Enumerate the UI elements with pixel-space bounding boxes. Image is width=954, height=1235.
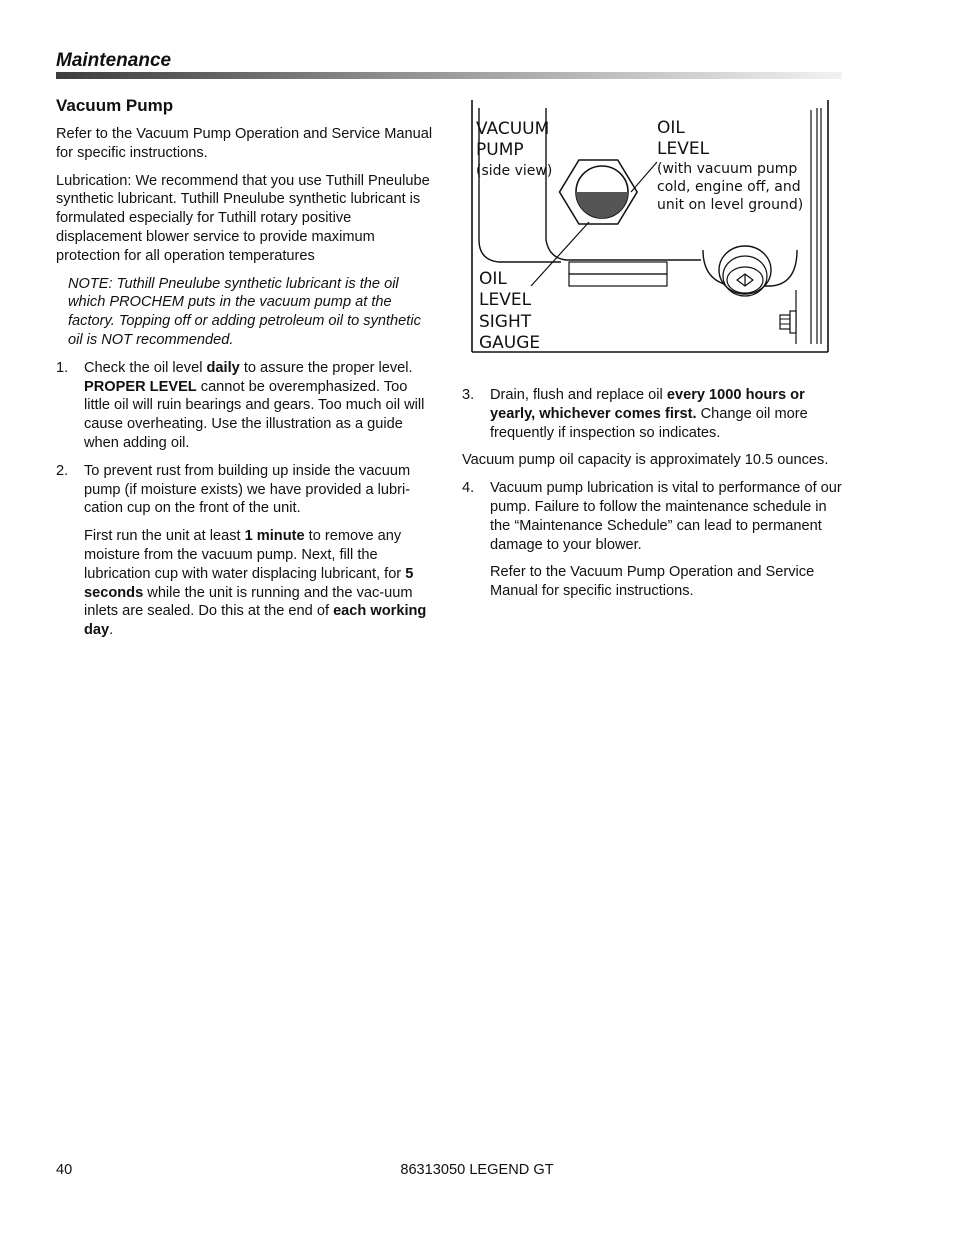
figure-label: LEVEL xyxy=(479,290,532,310)
list-item-1 xyxy=(56,359,436,453)
item-bold: 1 minute xyxy=(244,528,305,545)
page-number: 40 xyxy=(56,1162,73,1178)
item-text: while the unit is running and the vac-uum inlets are sealed. Do this at the end of xyxy=(84,584,413,620)
item-bold: every 1000 hours or yearly, whichever comes first. xyxy=(490,387,805,422)
drain-bolt xyxy=(780,315,790,329)
item-bold: daily xyxy=(206,359,240,376)
item-bold: 5 seconds xyxy=(84,565,414,601)
gauge-leader-line xyxy=(531,222,589,286)
lubrication-paragraph: Lubrication: We recommend that you use Tuthill Pneulube synthetic lubricant. Tuthill Pneulube synthetic lubricant is formulated especially for Tuthill rotary positive displacement blower service to provide maximum protection for all operation temperatures xyxy=(56,172,430,264)
vacuum-pump-illustration xyxy=(471,100,829,353)
base-plate xyxy=(569,274,667,286)
item-number: 2. xyxy=(56,462,69,479)
figure-label: (side view) xyxy=(476,163,553,179)
item-number: 4. xyxy=(462,480,475,497)
base-plate xyxy=(569,262,667,274)
item-text: Change oil more frequently if inspection so indicates. xyxy=(490,405,808,441)
list-item-3 xyxy=(462,386,844,442)
figure-label: SIGHT xyxy=(479,312,532,332)
left-column xyxy=(56,96,436,649)
note-paragraph: NOTE: Tuthill Pneulube synthetic lubricant is the oil which PROCHEM puts in the vacuum pump at the factory. Topping off or adding petroleum oil to synthetic oil is NOT recommended. xyxy=(68,275,421,348)
item-text: . xyxy=(109,622,114,639)
item-4-continuation: Refer to the Vacuum Pump Operation and Service Manual for specific instructions. xyxy=(490,564,815,600)
figure-label: unit on level ground) xyxy=(657,197,804,213)
item-text: First run the unit at least xyxy=(84,528,245,545)
item-number: 1. xyxy=(56,359,69,376)
right-column xyxy=(462,386,844,610)
figure-label: PUMP xyxy=(476,140,524,160)
figure-label: (with vacuum pump xyxy=(657,161,798,177)
figure-label: OIL xyxy=(479,269,507,289)
item-2-continuation xyxy=(56,527,436,640)
page-heading: Vacuum Pump xyxy=(56,96,174,115)
list-item-4 xyxy=(462,479,844,554)
item-bold: each working day xyxy=(84,603,427,639)
document-id: 86313050 LEGEND GT xyxy=(400,1162,554,1178)
item-text: To prevent rust from building up inside the vacuum pump (if moisture exists) we have provided a lubri-cation cup on the front of the unit. xyxy=(84,462,411,517)
level-leader-line xyxy=(631,162,657,192)
capacity-paragraph: Vacuum pump oil capacity is approximately 10.5 ounces. xyxy=(462,452,829,469)
intro-paragraph: Refer to the Vacuum Pump Operation and Service Manual for specific instructions. xyxy=(56,126,433,161)
item-number: 3. xyxy=(462,387,475,403)
figure-label: LEVEL xyxy=(657,139,710,159)
drain-bolt-head xyxy=(790,311,796,333)
item-text: to remove any moisture from the vacuum pump. Next, fill the lubrication cup with water displacing lubricant, for xyxy=(84,528,406,582)
item-text: cannot be overemphasized. Too little oil will ruin bearings and gears. Too much oil will cause overheating. Use the illustration as a guide when adding oil. xyxy=(84,378,425,451)
figure-label: VACUUM xyxy=(476,119,550,139)
section-title: Maintenance xyxy=(56,50,172,71)
item-text: Vacuum pump lubrication is vital to performance of our pump. Failure to follow the maintenance schedule in the “Maintenance Schedule” can lead to permanent damage to your blower. xyxy=(490,480,842,553)
figure-label: OIL xyxy=(657,118,685,138)
item-text: Check the oil level xyxy=(84,359,207,376)
item-text: to assure the proper level. xyxy=(239,359,413,376)
list-item-2 xyxy=(56,462,436,518)
figure-label: GAUGE xyxy=(479,333,541,353)
item-bold: PROPER LEVEL xyxy=(84,378,197,395)
item-text: Drain, flush and replace oil xyxy=(490,387,667,403)
header-rule xyxy=(56,72,842,79)
figure-label: cold, engine off, and xyxy=(657,179,801,195)
